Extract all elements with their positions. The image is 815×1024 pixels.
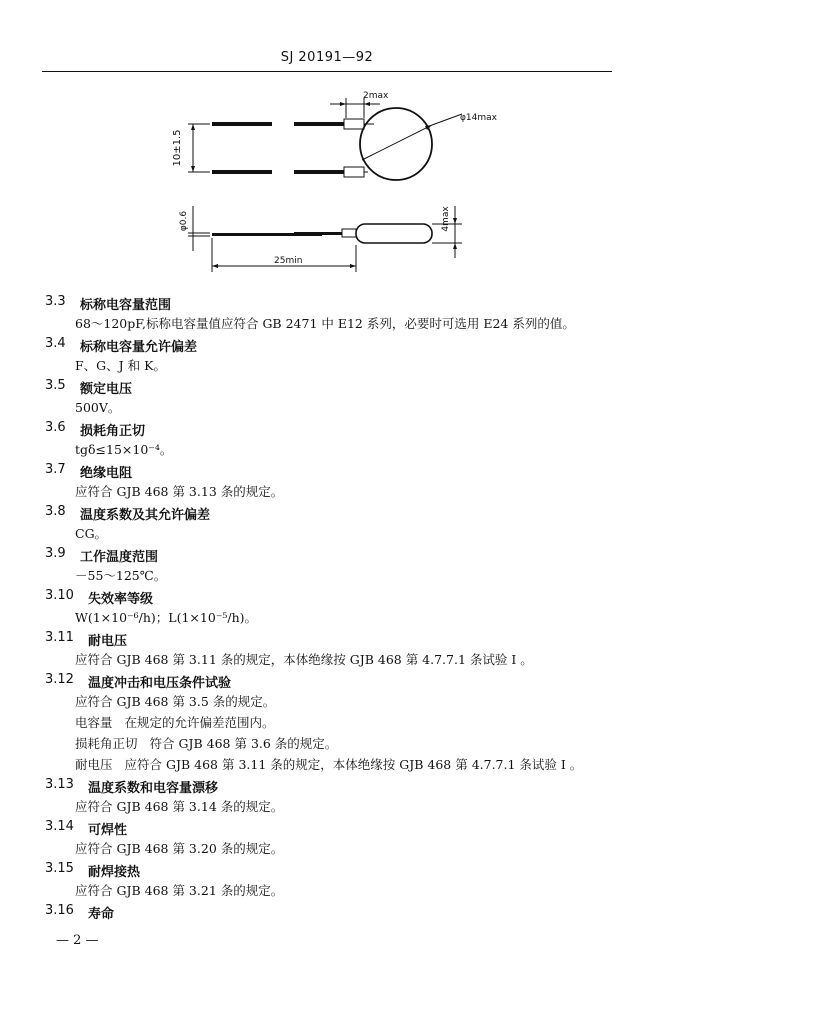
dim-thickness-label: 4max — [441, 206, 451, 232]
dim-coat-length-label: 2max — [363, 91, 389, 101]
clause-3-12 — [0, 670, 815, 775]
clause-number: 3.13 — [45, 777, 74, 792]
clause-heading — [0, 817, 815, 838]
clause-number: 3.15 — [45, 861, 74, 876]
clause-3-13 — [0, 775, 815, 817]
clause-heading — [0, 670, 815, 691]
clause-body-text: 应符合 GJB 468 第 3.20 条的规定。 — [75, 841, 284, 856]
clause-body-text: tgδ≤15×10⁻⁴。 — [75, 442, 173, 457]
clause-heading — [0, 586, 815, 607]
upper-lead-left — [212, 122, 272, 126]
page-number: — 2 — — [56, 933, 99, 948]
clause-heading — [0, 901, 815, 922]
clause-heading — [0, 418, 815, 439]
capacitor-drawing-svg — [170, 88, 510, 283]
dim-lead-spacing-label: 10±1.5 — [172, 129, 183, 167]
clause-3-5 — [0, 376, 815, 418]
side-lead-coating — [342, 229, 356, 237]
clause-body-line — [0, 712, 815, 733]
clause-3-14 — [0, 817, 815, 859]
clause-heading — [0, 544, 815, 565]
clause-3-6 — [0, 418, 815, 460]
clause-title: 寿命 — [88, 907, 115, 922]
clause-title: 额定电压 — [80, 382, 133, 397]
clause-number: 3.6 — [45, 420, 66, 435]
clause-body-line — [0, 565, 815, 586]
upper-lead-coating — [344, 119, 364, 129]
clause-title: 温度系数和电容量漂移 — [88, 781, 219, 796]
clause-heading — [0, 292, 815, 313]
clause-heading — [0, 460, 815, 481]
capacitor-disc-body — [360, 108, 432, 180]
clause-title: 标称电容量范围 — [80, 298, 172, 313]
clause-title: 温度系数及其允许偏差 — [80, 508, 211, 523]
clause-3-11 — [0, 628, 815, 670]
clause-body-text: 应符合 GJB 468 第 3.11 条的规定，本体绝缘按 GJB 468 第 4.7.7.1 条试验 Ⅰ 。 — [124, 757, 583, 772]
clause-number: 3.7 — [45, 462, 66, 477]
clause-number: 3.11 — [45, 630, 74, 645]
clause-body-line — [0, 733, 815, 754]
clause-title: 耐电压 — [88, 634, 128, 649]
clause-number: 3.3 — [45, 294, 66, 309]
clause-item-label: 损耗角正切 — [75, 736, 138, 751]
clause-body-text: 68～120pF,标称电容量值应符合 GB 2471 中 E12 系列，必要时可选用 E24 系列的值。 — [75, 316, 575, 331]
clause-3-3 — [0, 292, 815, 334]
clause-body-line — [0, 523, 815, 544]
clauses-list — [0, 292, 815, 922]
clause-body-text: 应符合 GJB 468 第 3.13 条的规定。 — [75, 484, 284, 499]
dim-lead-dia-label: φ0.6 — [179, 210, 189, 232]
document-header: SJ 20191—92 — [280, 50, 374, 65]
clause-body-line — [0, 649, 815, 670]
clause-body-line — [0, 880, 815, 901]
clause-body-text: 应符合 GJB 468 第 3.11 条的规定，本体绝缘按 GJB 468 第 4.7.7.1 条试验 Ⅰ 。 — [75, 652, 533, 667]
clause-number: 3.14 — [45, 819, 74, 834]
clause-body-text: 500V。 — [75, 400, 121, 415]
clause-body-text: 符合 GJB 468 第 3.6 条的规定。 — [149, 736, 338, 751]
clause-heading — [0, 376, 815, 397]
upper-lead-middle — [294, 122, 344, 126]
clause-body-line — [0, 691, 815, 712]
clause-title: 工作温度范围 — [80, 550, 159, 565]
clause-3-4 — [0, 334, 815, 376]
clause-item-label: 耐电压 — [75, 757, 113, 772]
clause-title: 失效率等级 — [88, 592, 154, 607]
clause-heading — [0, 334, 815, 355]
clause-3-15 — [0, 859, 815, 901]
clause-body-line — [0, 481, 815, 502]
clause-title: 损耗角正切 — [80, 424, 146, 439]
clause-body-line — [0, 754, 815, 775]
clause-body-line — [0, 838, 815, 859]
clause-body-line — [0, 439, 815, 460]
clause-title: 标称电容量允许偏差 — [80, 340, 198, 355]
clause-title: 可焊性 — [88, 823, 128, 838]
clause-body-text: 应符合 GJB 468 第 3.21 条的规定。 — [75, 883, 284, 898]
clause-number: 3.5 — [45, 378, 66, 393]
clause-body-text: 应符合 GJB 468 第 3.14 条的规定。 — [75, 799, 284, 814]
clause-title: 温度冲击和电压条件试验 — [88, 676, 232, 691]
dim-lead-length-label: 25min — [274, 256, 303, 266]
clause-heading — [0, 502, 815, 523]
clause-body-line — [0, 397, 815, 418]
capacitor-outline-drawing — [170, 88, 510, 283]
lower-lead-coating — [344, 167, 364, 177]
lower-lead-left — [212, 170, 272, 174]
side-capacitor-body — [356, 224, 432, 243]
clause-body-text: F、G、J 和 K。 — [75, 358, 166, 373]
clause-body-line — [0, 355, 815, 376]
clause-number: 3.8 — [45, 504, 66, 519]
clause-body-line — [0, 313, 815, 334]
clause-3-10 — [0, 586, 815, 628]
clause-3-9 — [0, 544, 815, 586]
clause-number: 3.12 — [45, 672, 74, 687]
clause-body-text: 在规定的允许偏差范围内。 — [124, 715, 275, 730]
clause-title: 绝缘电阻 — [80, 466, 133, 481]
clause-3-16 — [0, 901, 815, 922]
clause-item-label: 电容量 — [75, 715, 113, 730]
clause-number: 3.9 — [45, 546, 66, 561]
clause-3-7 — [0, 460, 815, 502]
clause-number: 3.4 — [45, 336, 66, 351]
clause-3-8 — [0, 502, 815, 544]
clause-heading — [0, 628, 815, 649]
clause-body-text: 应符合 GJB 468 第 3.5 条的规定。 — [75, 694, 276, 709]
clause-body-text: W(1×10⁻⁶/h)；L(1×10⁻⁵/h)。 — [75, 610, 258, 625]
clause-body-line — [0, 607, 815, 628]
header-rule — [42, 71, 612, 72]
clause-body-line — [0, 796, 815, 817]
lower-lead-middle — [294, 170, 344, 174]
side-lead-middle — [294, 232, 342, 235]
clause-number: 3.16 — [45, 903, 74, 918]
clause-title: 耐焊接热 — [88, 865, 141, 880]
clause-body-text: CG。 — [75, 526, 108, 541]
dim-body-dia-label: φ14max — [460, 113, 497, 123]
clause-heading — [0, 775, 815, 796]
clause-number: 3.10 — [45, 588, 74, 603]
clause-body-text: －55～125℃。 — [75, 568, 167, 583]
clause-heading — [0, 859, 815, 880]
